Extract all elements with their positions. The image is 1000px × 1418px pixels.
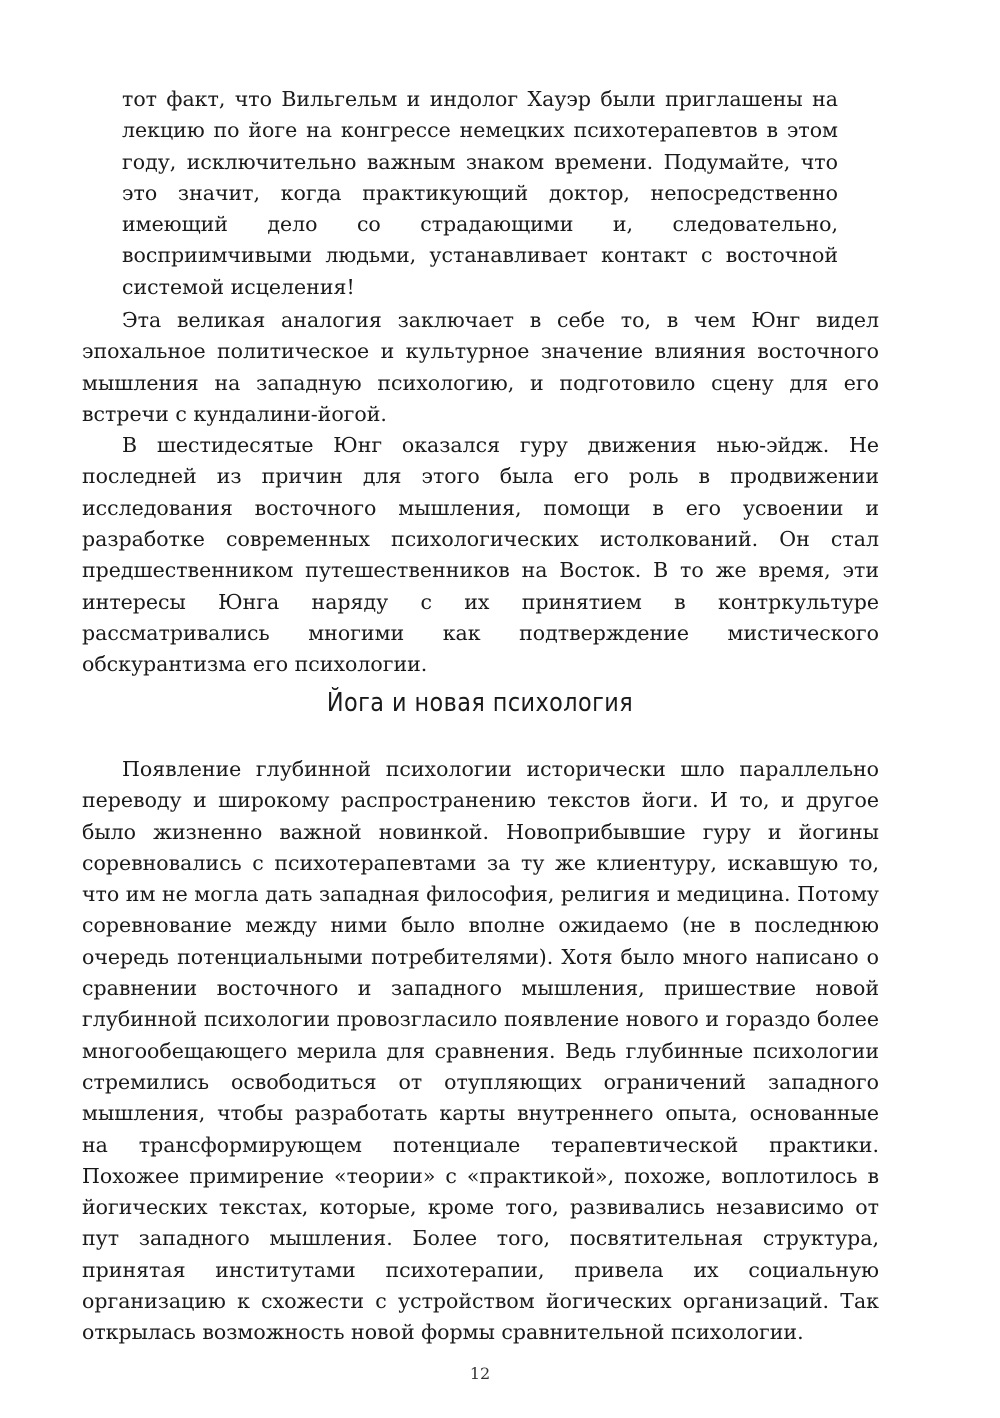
section-heading: Йога и новая психология (326, 688, 634, 718)
block-quote: тот факт, что Вильгельм и индолог Хауэр были приглашены на лекцию по йоге на конгрессе немецких психотерапевтов в этом году, исключительно важным знаком времени. Подумайте, что это значит, когда практикующий доктор, непосредственно имеющий дело со страдающими и, следовательно, восприимчивыми людьми, устанавливает контакт с восточной системой исцеления! (122, 87, 838, 299)
paragraph: В шестидесятые Юнг оказался гуру движения нью-эйдж. Не последней из причин для этого была его роль в продвижении исследования восточного мышления, помощи в его усвоении и разработке современных психологических истолкований. Он стал предшественником путешественников на Восток. В то же время, эти интересы Юнга наряду с их принятием в контркультуре рассматривались многими как подтверждение мистического обскурантизма его психологии. (82, 433, 879, 677)
paragraph: Эта великая аналогия заключает в себе то, в чем Юнг видел эпохальное политическое и культурное значение влияния восточного мышления на западную психологию, и подготовило сцену для его встречи с кундалини-йогой. (82, 308, 879, 426)
paragraph: Появление глубинной психологии исторически шло параллельно переводу и широкому распространению текстов йоги. И то, и другое было жизненно важной новинкой. Новоприбывшие гуру и йогины соревновались с психотерапевтами за ту же клиентуру, искавшую то, что им не могла дать западная философия, религия и медицина. Потому соревнование между ними было вполне ожидаемо (не в последнюю очередь потенциальными потребителями). Хотя было много написано о сравнении восточного и западного мышления, пришествие новой глубинной психологии провозгласило появление нового и гораздо более многообещающего мерила для сравнения. Ведь глубинные психологии стремились освободиться от отупляющих ограничений западного мышления, чтобы разработать карты внутреннего опыта, основанные на трансформирующем потенциале терапевтической практики. Похожее примирение «теории» с «практикой», похоже, воплотилось в йогических текстах, которые, кроме того, развивались независимо от пут западного мышления. Более того, посвятительная структура, принятая институтами психотерапии, привела их социальную организацию к схожести с устройством йогических организаций. Так открылась возможность новой формы сравнительной психологии. (82, 757, 879, 1345)
text-block-before-heading (82, 305, 879, 681)
text-block-after-heading (82, 754, 879, 1349)
page-number: 12 (469, 1364, 491, 1383)
